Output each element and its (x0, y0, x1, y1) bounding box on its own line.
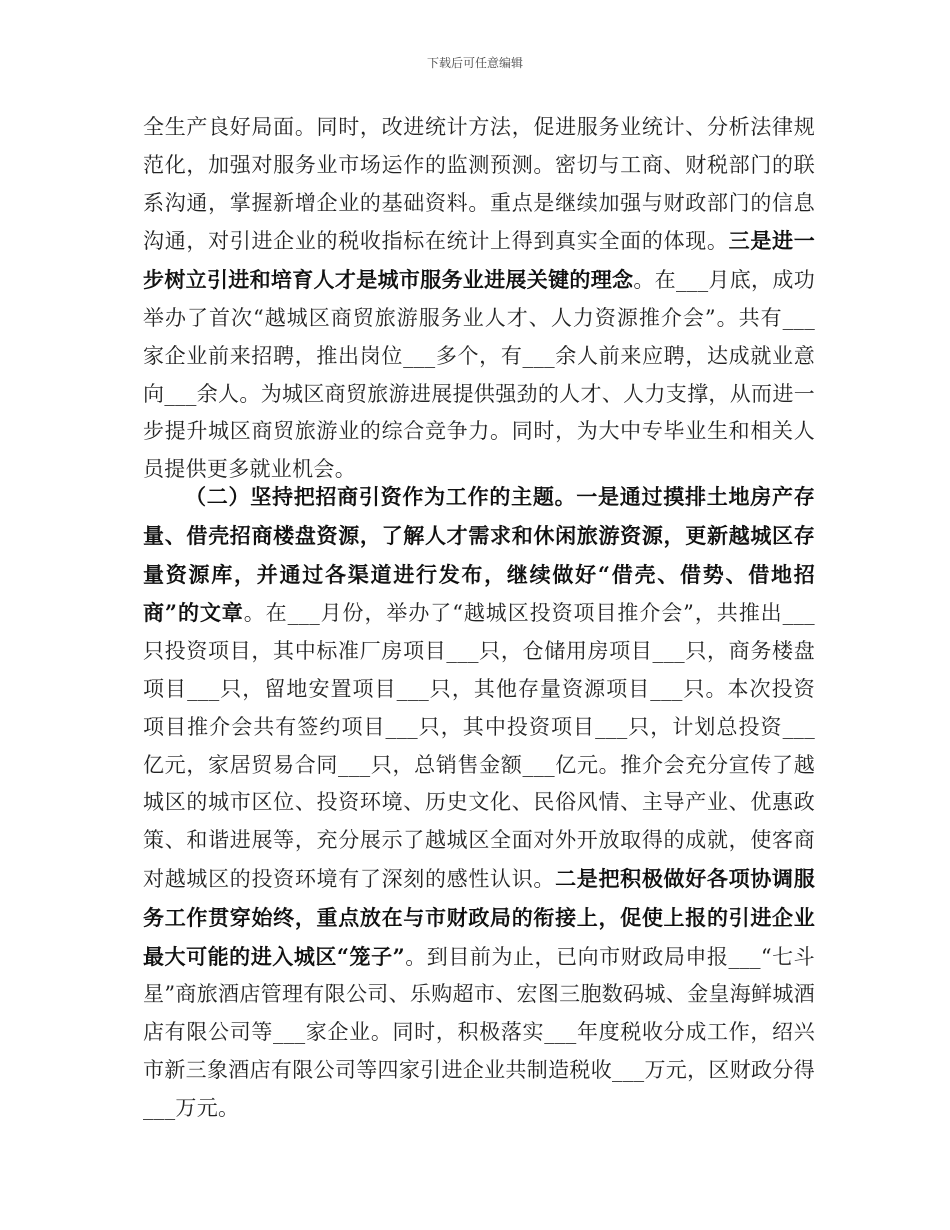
p2-text-2: 。到目前为止，已向市财政局申报___“七斗星”商旅酒店管理有限公司、乐购超市、宏图三胞数码城、金皇海鲜城酒店有限公司等___家企业。同时，积极落实___年度税收分成工作，绍兴市新三象酒店有限公司等四家引进企业共制造税收___万元，区财政分得___万元。 (143, 944, 815, 1120)
p2-bold-2: 二是把积极做好各项协调服务工作贯穿始终，重点放在与市财政局的衔接上，促使上报的引进企业最大可能的进入城区“笼子” (143, 865, 815, 969)
p1-text-2: 。在___月底，成功举办了首次“越城区商贸旅游服务业人才、人力资源推介会”。共有___家企业前来招聘，推出岗位___多个，有___余人前来应聘，达成就业意向___余人。为城区商贸旅游进展提供强劲的人才、人力支撑，从而进一步提升城区商贸旅游业的综合竞争力。同时，为大中专毕业生和相关人员提供更多就业机会。 (143, 268, 815, 482)
paragraph-2 (143, 478, 815, 1128)
p2-bold-1: （二）坚持把招商引资作为工作的主题。一是通过摸排土地房产存量、借壳招商楼盘资源，了解人才需求和休闲旅游资源，更新越城区存量资源库，并通过各渠道进行发布，继续做好“借壳、借势、借地招商”的文章 (143, 484, 815, 626)
p2-text-1: 。在___月份，举办了“越城区投资项目推介会”，共推出___只投资项目，其中标准厂房项目___只，仓储用房项目___只，商务楼盘项目___只，留地安置项目___只，其他存量资源项目___只。本次投资项目推介会共有签约项目___只，其中投资项目___只，计划总投资___亿元，家居贸易合同___只，总销售金额___亿元。推介会充分宣传了越城区的城市区位、投资环境、历史文化、民俗风情、主导产业、优惠政策、和谐进展等，充分展示了越城区全面对外开放取得的成就，使客商对越城区的投资环境有了深刻的感性认识。 (143, 601, 815, 891)
paragraph-1 (143, 109, 815, 489)
page-header: 下载后可任意编辑 (426, 56, 523, 70)
p1-text-1: 全生产良好局面。同时，改进统计方法，促进服务业统计、分析法律规范化，加强对服务业市场运作的监测预测。密切与工商、财税部门的联系沟通，掌握新增企业的基础资料。重点是继续加强与财政部门的信息沟通，对引进企业的税收指标在统计上得到真实全面的体现。 (143, 115, 815, 254)
p1-bold-1: 三是进一步树立引进和培育人才是城市服务业进展关键的理念 (143, 228, 815, 293)
